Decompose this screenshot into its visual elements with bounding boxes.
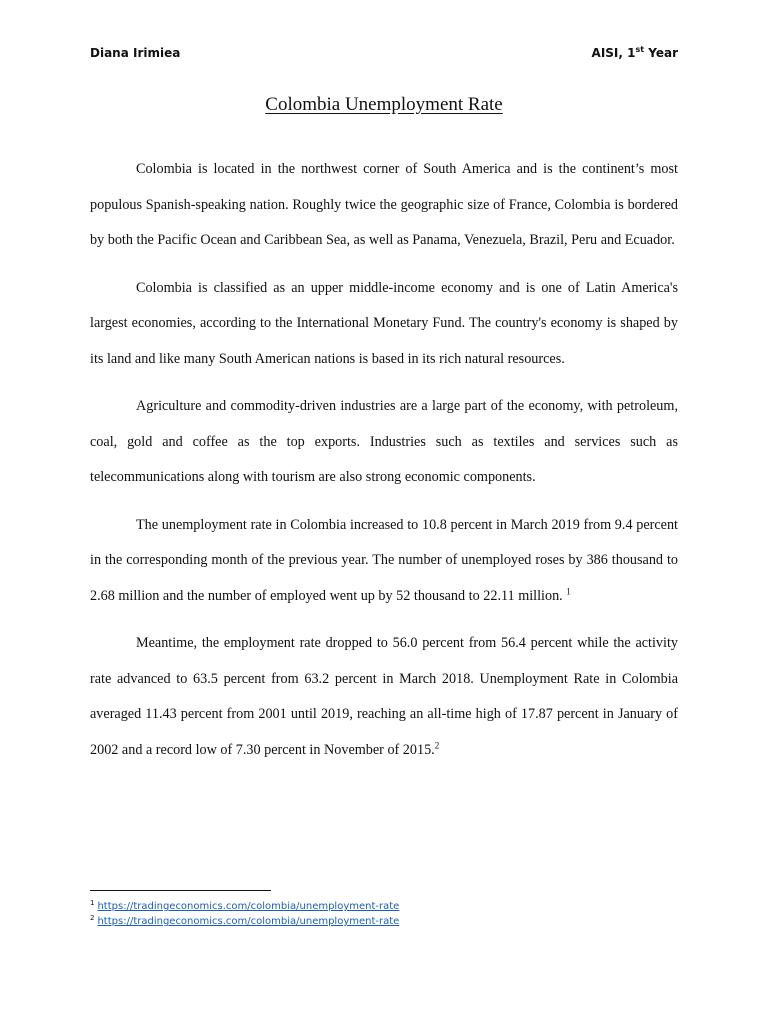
- header-course-text: AISI, 1: [591, 46, 636, 60]
- footnote-ref-1[interactable]: 1: [566, 585, 571, 596]
- document-title: Colombia Unemployment Rate: [265, 94, 503, 115]
- header-course: [592, 46, 678, 60]
- header-author: Diana Irimiea: [90, 46, 181, 60]
- paragraph-5: [90, 626, 678, 768]
- footnote-1: [90, 899, 690, 914]
- page-header: [90, 46, 678, 66]
- paragraph-4: [90, 508, 678, 615]
- paragraph-1-text: Colombia is located in the northwest corner of South America and is the continent’s most populous Spanish-speaking nation. Roughly twice the geographic size of France, Colombia is bordered by both the Pacific Ocean and Caribbean Sea, as well as Panama, Venezuela, Brazil, Peru and Ecuador.: [90, 161, 678, 248]
- footnote-link-2[interactable]: https://tradingeconomics.com/colombia/unemployment-rate: [97, 916, 400, 927]
- footnote-separator: [90, 890, 271, 891]
- paragraph-5-text: Meantime, the employment rate dropped to 56.0 percent from 56.4 percent while the activity rate advanced to 63.5 percent from 63.2 percent in March 2018. Unemployment Rate in Colombia averaged 11.43 percent from 2001 until 2019, reaching an all-time high of 17.87 percent in January of 2002 and a record low of 7.30 percent in November of 2015.: [90, 635, 678, 758]
- footnote-number-1: 1: [90, 898, 95, 907]
- footnote-2: [90, 914, 690, 929]
- footnote-ref-2[interactable]: 2: [434, 739, 440, 750]
- footnotes: [90, 899, 690, 929]
- header-course-suffix: Year: [644, 46, 678, 60]
- document-body: [90, 152, 678, 780]
- paragraph-3: [90, 389, 678, 496]
- paragraph-3-text: Agriculture and commodity-driven industries are a large part of the economy, with petroleum, coal, gold and coffee as the top exports. Industries such as textiles and services such as telecommunications along with tourism are also strong economic components.: [90, 398, 678, 485]
- paragraph-4-text: The unemployment rate in Colombia increased to 10.8 percent in March 2019 from 9.4 percent in the corresponding month of the previous year. The number of unemployed roses by 386 thousand to 2.68 million and the number of employed went up by 52 thousand to 22.11 million.: [90, 516, 678, 604]
- paragraph-2-text: Colombia is classified as an upper middle-income economy and is one of Latin America's largest economies, according to the International Monetary Fund. The country's economy is shaped by its land and like many South American nations is based in its rich natural resources.: [90, 279, 678, 367]
- header-course-ordinal: st: [635, 45, 645, 54]
- footnote-number-2: 2: [90, 913, 95, 922]
- footnote-link-1[interactable]: https://tradingeconomics.com/colombia/unemployment-rate: [97, 901, 400, 912]
- paragraph-2: [90, 271, 678, 378]
- paragraph-1: [90, 152, 678, 259]
